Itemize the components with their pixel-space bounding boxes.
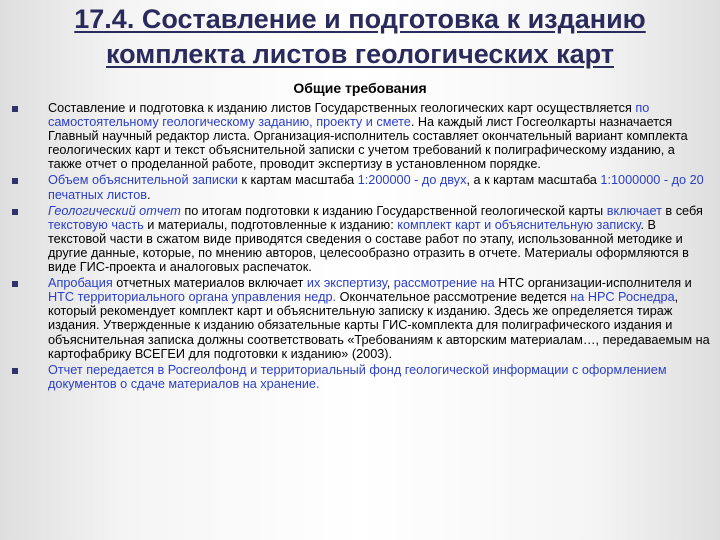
section-subtitle: Общие требования — [293, 80, 427, 96]
list-item-text — [48, 204, 712, 274]
body-text: в себя — [661, 203, 703, 218]
body-text: и материалы, подготовленные к изданию: — [143, 217, 398, 232]
highlighted-text: их экспертизу — [306, 276, 387, 291]
highlighted-text: Отчет передается в Росгеолфонд и территориальный фонд геологической информации с оформлением документов о сдаче материалов на хранение. — [48, 362, 667, 391]
list-item — [12, 363, 712, 391]
slide-title-line-2: комплекта листов геологических карт — [106, 39, 614, 69]
highlighted-text: комплект карт и объяснительную записку — [397, 217, 641, 232]
slide-title-line-1: 17.4. Составление и подготовка к изданию — [74, 4, 646, 34]
body-text: . На каждый лист Госгеолкарты назначается Главный научный редактор листа. Организация-исполнитель составляет окончательный вариант комплекта геологических карт и текст объяснительной записки с учетом требований к полиграфическому изданию, а также отчет о проделанной работе, проводит экспертизу в установленном порядке. — [48, 115, 688, 172]
highlighted-text: Объем объяснительной записки — [48, 173, 238, 188]
square-bullet-icon — [12, 209, 18, 215]
body-text: , который рекомендует комплект карт и объяснительную записку к изданию. Здесь же определяется тираж издания. Утвержденные к изданию обязательные карты ГИС-комплекта для полиграфического издания и объяснительная записка должны соответствовать «Требованиям к авторским материалам…, передаваемым на картофабрику ВСЕГЕИ для подготовки к изданию» (2003). — [48, 290, 710, 361]
square-bullet-icon — [12, 106, 18, 112]
highlighted-text: 1:1000000 - до 20 печатных листов — [48, 173, 704, 202]
slide-title — [0, 2, 720, 72]
highlighted-text: рассмотрение на — [393, 276, 495, 291]
body-text: Окончательное рассмотрение ведется — [336, 290, 571, 305]
requirements-list — [12, 101, 712, 393]
list-item-text — [48, 276, 712, 361]
highlighted-text: НТС территориального органа управления недр. — [48, 290, 337, 305]
highlighted-text: Апробация — [48, 276, 113, 291]
list-item-text — [48, 173, 712, 201]
list-item-text — [48, 101, 712, 171]
highlighted-text: на НРС Роснедра — [570, 290, 675, 305]
body-text: Составление и подготовка к изданию листов Государственных геологических карт осуществляется — [48, 101, 636, 115]
body-text: по итогам подготовки к изданию Государственной геологической карты — [180, 203, 607, 218]
body-text: , — [386, 276, 394, 291]
list-item — [12, 101, 712, 171]
body-text: . — [147, 187, 151, 202]
body-text: , а к картам масштаба — [466, 173, 601, 188]
body-text: отчетных материалов включает — [112, 276, 307, 291]
list-item — [12, 173, 712, 201]
list-item-text — [48, 363, 712, 391]
body-text: . В текстовой части в сжатом виде приводятся сведения о составе работ по этапу, использованной методике и другие данные, которые, по мнению авторов, целесообразно отразить в отчете. Материалы оформляются в виде ГИС-проекта и аналоговых распечаток. — [48, 217, 689, 275]
highlighted-text: текстовую часть — [48, 217, 144, 232]
square-bullet-icon — [12, 178, 18, 184]
list-item — [12, 276, 712, 361]
list-item — [12, 204, 712, 274]
highlighted-text: Геологический отчет — [48, 203, 181, 218]
highlighted-text: включает — [606, 203, 662, 218]
square-bullet-icon — [12, 281, 18, 287]
square-bullet-icon — [12, 368, 18, 374]
body-text: НТС организации-исполнителя и — [494, 276, 692, 291]
body-text: к картам масштаба — [237, 173, 358, 188]
highlighted-text: 1:200000 - до двух — [357, 173, 467, 188]
highlighted-text: по самостоятельному геологическому заданию, проекту и смете — [48, 101, 650, 130]
